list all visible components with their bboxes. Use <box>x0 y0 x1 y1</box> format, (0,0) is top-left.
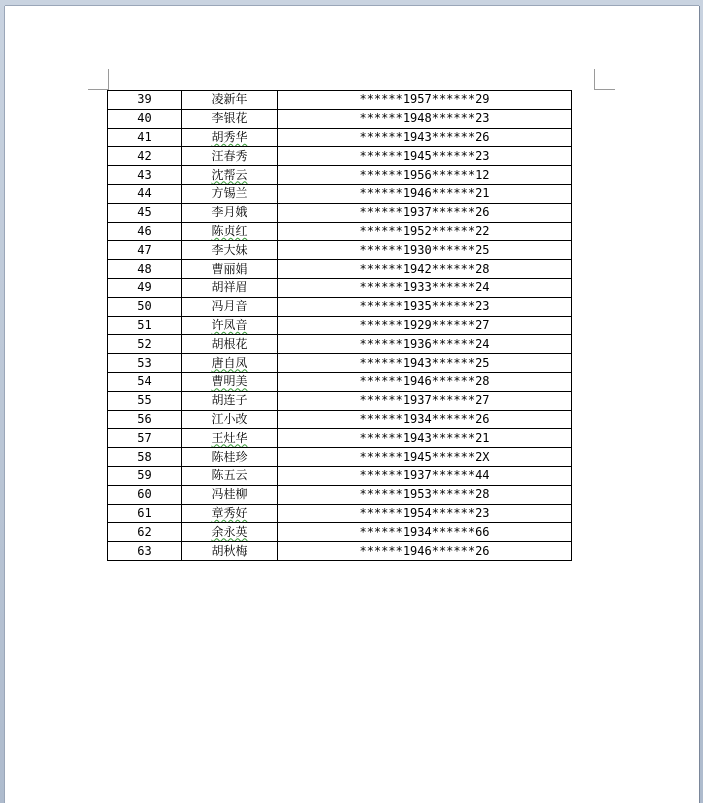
row-number-cell[interactable]: 57 <box>108 429 182 448</box>
table-row[interactable] <box>108 297 572 316</box>
id-number-cell[interactable]: ******1937******44 <box>278 466 572 485</box>
name-text: 陈桂珍 <box>211 449 248 464</box>
name-cell[interactable] <box>182 335 278 354</box>
name-text: 方锡兰 <box>211 186 248 201</box>
id-number-cell[interactable]: ******1934******66 <box>278 523 572 542</box>
id-number-cell[interactable]: ******1954******23 <box>278 504 572 523</box>
name-text: 陈五云 <box>211 468 248 483</box>
table-row[interactable] <box>108 448 572 467</box>
table-row[interactable] <box>108 184 572 203</box>
table-row[interactable] <box>108 429 572 448</box>
row-number-cell[interactable]: 51 <box>108 316 182 335</box>
name-text: 陈贞红 <box>211 223 248 238</box>
table-row[interactable] <box>108 241 572 260</box>
name-cell[interactable] <box>182 166 278 185</box>
name-text: 胡秋梅 <box>211 543 248 558</box>
row-number-cell[interactable]: 54 <box>108 372 182 391</box>
name-text: 沈帮云 <box>211 167 248 182</box>
row-number-cell[interactable]: 46 <box>108 222 182 241</box>
table-row[interactable] <box>108 166 572 185</box>
name-cell[interactable] <box>182 429 278 448</box>
row-number-cell[interactable]: 42 <box>108 147 182 166</box>
row-number-cell[interactable]: 58 <box>108 448 182 467</box>
table-row[interactable] <box>108 466 572 485</box>
row-number-cell[interactable]: 45 <box>108 203 182 222</box>
row-number-cell[interactable]: 62 <box>108 523 182 542</box>
row-number-cell[interactable]: 52 <box>108 335 182 354</box>
table-row[interactable] <box>108 335 572 354</box>
id-number-cell[interactable]: ******1956******12 <box>278 166 572 185</box>
id-number-cell[interactable]: ******1948******23 <box>278 109 572 128</box>
name-cell[interactable] <box>182 241 278 260</box>
name-text: 王灶华 <box>211 430 248 445</box>
table-row[interactable] <box>108 260 572 279</box>
name-cell[interactable] <box>182 203 278 222</box>
name-text: 胡根花 <box>211 336 248 351</box>
name-text: 李月娥 <box>211 205 248 220</box>
id-number-cell[interactable]: ******1946******28 <box>278 372 572 391</box>
name-text: 凌新年 <box>211 92 248 107</box>
row-number-cell[interactable]: 39 <box>108 91 182 110</box>
table-row[interactable] <box>108 542 572 561</box>
id-number-cell[interactable]: ******1946******21 <box>278 184 572 203</box>
id-number-cell[interactable]: ******1952******22 <box>278 222 572 241</box>
id-number-cell[interactable]: ******1937******27 <box>278 391 572 410</box>
row-number-cell[interactable]: 50 <box>108 297 182 316</box>
table-row[interactable] <box>108 485 572 504</box>
table-row[interactable] <box>108 354 572 373</box>
id-number-cell[interactable]: ******1936******24 <box>278 335 572 354</box>
name-text: 胡秀华 <box>211 129 248 144</box>
id-number-cell[interactable]: ******1933******24 <box>278 278 572 297</box>
id-number-cell[interactable]: ******1943******25 <box>278 354 572 373</box>
name-cell[interactable] <box>182 297 278 316</box>
name-text: 唐自凤 <box>211 355 248 370</box>
table-row[interactable] <box>108 523 572 542</box>
table-row[interactable] <box>108 504 572 523</box>
name-cell[interactable] <box>182 316 278 335</box>
name-text: 胡连子 <box>211 393 248 408</box>
name-cell[interactable] <box>182 260 278 279</box>
row-number-cell[interactable]: 61 <box>108 504 182 523</box>
name-cell[interactable] <box>182 410 278 429</box>
name-cell[interactable] <box>182 222 278 241</box>
id-number-cell[interactable]: ******1943******26 <box>278 128 572 147</box>
name-text: 胡祥眉 <box>211 280 248 295</box>
table-row[interactable] <box>108 410 572 429</box>
name-cell[interactable] <box>182 354 278 373</box>
id-number-cell[interactable]: ******1945******2X <box>278 448 572 467</box>
row-number-cell[interactable]: 48 <box>108 260 182 279</box>
row-number-cell[interactable]: 41 <box>108 128 182 147</box>
table-row[interactable] <box>108 128 572 147</box>
name-text: 李大妹 <box>211 242 248 257</box>
table-row[interactable] <box>108 109 572 128</box>
row-number-cell[interactable]: 47 <box>108 241 182 260</box>
name-text: 冯月音 <box>211 299 248 314</box>
table-row[interactable] <box>108 203 572 222</box>
row-number-cell[interactable]: 63 <box>108 542 182 561</box>
name-cell[interactable] <box>182 128 278 147</box>
name-cell[interactable] <box>182 278 278 297</box>
name-text: 章秀好 <box>211 505 248 520</box>
id-number-cell[interactable]: ******1953******28 <box>278 485 572 504</box>
name-cell[interactable] <box>182 109 278 128</box>
row-number-cell[interactable]: 44 <box>108 184 182 203</box>
table-row[interactable] <box>108 372 572 391</box>
table-row[interactable] <box>108 91 572 110</box>
name-text: 汪春秀 <box>211 148 248 163</box>
id-number-cell[interactable]: ******1946******26 <box>278 542 572 561</box>
document-page[interactable] <box>5 6 699 803</box>
name-cell[interactable] <box>182 542 278 561</box>
table-row[interactable] <box>108 222 572 241</box>
id-number-cell[interactable]: ******1929******27 <box>278 316 572 335</box>
margin-mark-top-right <box>594 69 615 90</box>
table-row[interactable] <box>108 391 572 410</box>
name-cell[interactable] <box>182 372 278 391</box>
name-text: 曹明美 <box>211 374 248 389</box>
name-text: 江小改 <box>211 411 248 426</box>
id-number-cell[interactable]: ******1935******23 <box>278 297 572 316</box>
id-number-cell[interactable]: ******1937******26 <box>278 203 572 222</box>
table-row[interactable] <box>108 147 572 166</box>
id-number-cell[interactable]: ******1945******23 <box>278 147 572 166</box>
name-text: 冯桂柳 <box>211 487 248 502</box>
margin-mark-top-left <box>88 69 109 90</box>
name-cell[interactable] <box>182 91 278 110</box>
name-text: 曹丽娟 <box>211 261 248 276</box>
table-row[interactable] <box>108 278 572 297</box>
id-number-cell[interactable]: ******1943******21 <box>278 429 572 448</box>
id-number-cell[interactable]: ******1930******25 <box>278 241 572 260</box>
name-text: 李银花 <box>211 111 248 126</box>
row-number-cell[interactable]: 40 <box>108 109 182 128</box>
name-cell[interactable] <box>182 523 278 542</box>
row-number-cell[interactable]: 43 <box>108 166 182 185</box>
name-cell[interactable] <box>182 391 278 410</box>
row-number-cell[interactable]: 56 <box>108 410 182 429</box>
name-text: 许凤音 <box>211 317 248 332</box>
row-number-cell[interactable]: 59 <box>108 466 182 485</box>
name-cell[interactable] <box>182 504 278 523</box>
roster-table[interactable] <box>107 90 572 561</box>
row-number-cell[interactable]: 55 <box>108 391 182 410</box>
id-number-cell[interactable]: ******1942******28 <box>278 260 572 279</box>
name-cell[interactable] <box>182 184 278 203</box>
row-number-cell[interactable]: 49 <box>108 278 182 297</box>
name-cell[interactable] <box>182 485 278 504</box>
row-number-cell[interactable]: 53 <box>108 354 182 373</box>
name-cell[interactable] <box>182 448 278 467</box>
name-cell[interactable] <box>182 466 278 485</box>
table-row[interactable] <box>108 316 572 335</box>
row-number-cell[interactable]: 60 <box>108 485 182 504</box>
roster-table-body <box>108 91 572 561</box>
id-number-cell[interactable]: ******1957******29 <box>278 91 572 110</box>
name-text: 余永英 <box>211 524 248 539</box>
id-number-cell[interactable]: ******1934******26 <box>278 410 572 429</box>
name-cell[interactable] <box>182 147 278 166</box>
